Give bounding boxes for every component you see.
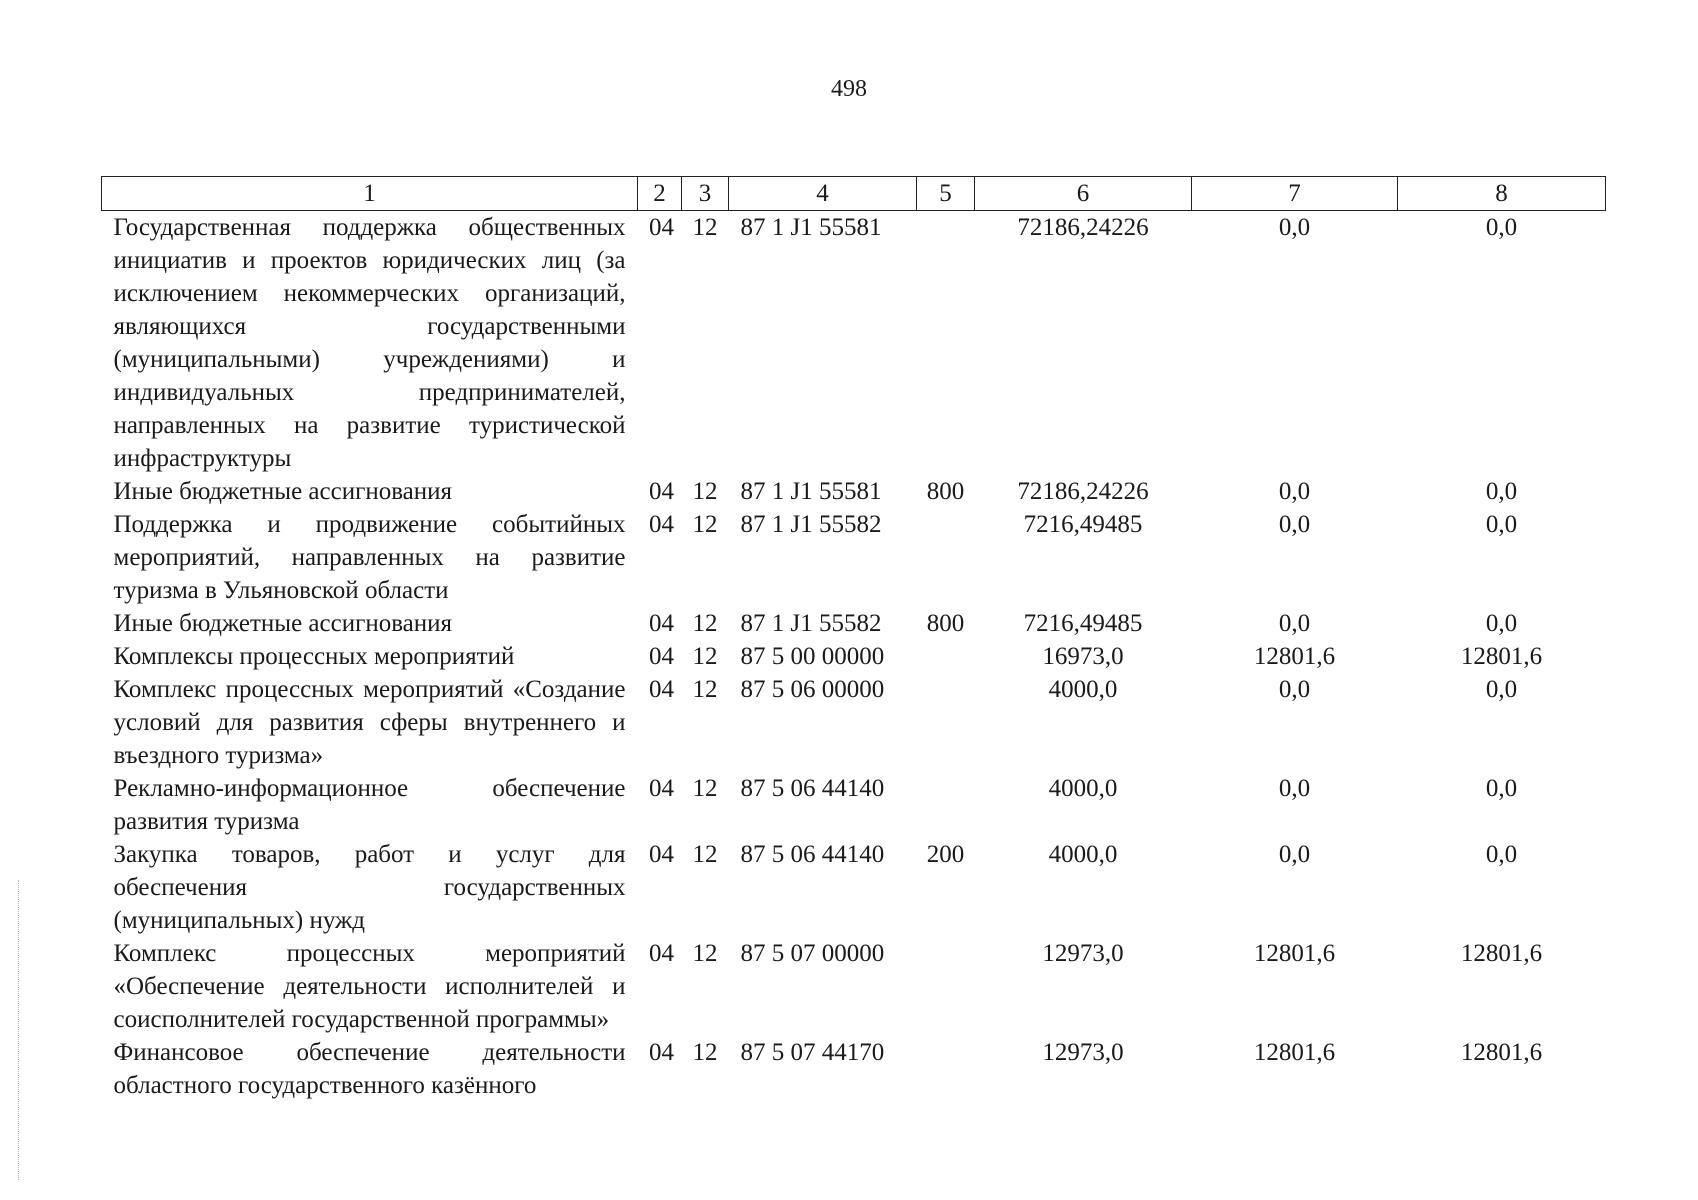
row-subsection: 12: [692, 214, 718, 241]
row-expense-type: [917, 772, 975, 838]
row-amount-col7: 0,0: [1278, 676, 1311, 703]
table-row: [102, 838, 1606, 937]
table-row: [102, 937, 1606, 1036]
row-expense-type: 800: [926, 610, 965, 637]
row-amount-col7: 12801,6: [1253, 940, 1336, 967]
row-amount-col6: 12973,0: [1042, 940, 1124, 967]
row-expense-type: [917, 211, 975, 476]
row-name: Закупка товаров, работ и услуг для обеспечения государственных (муниципальных) нужд: [113, 841, 626, 934]
row-expense-type: [917, 673, 975, 772]
row-name: Рекламно-информационное обеспечение развития туризма: [113, 775, 626, 835]
header-cell-1: 1: [102, 177, 638, 211]
row-amount-col8: 0,0: [1485, 610, 1518, 637]
row-subsection: 12: [692, 775, 718, 802]
row-amount-col8: 0,0: [1485, 511, 1518, 538]
table-row: [102, 1036, 1606, 1102]
row-section: 04: [649, 841, 674, 868]
row-amount-col8: 0,0: [1485, 841, 1518, 868]
row-amount-col8: 0,0: [1485, 214, 1518, 241]
header-cell-3: 3: [682, 177, 729, 211]
row-expense-type: [917, 937, 975, 1036]
row-target-code: 87 1 J1 55581: [740, 478, 882, 505]
row-amount-col7: 0,0: [1278, 775, 1311, 802]
row-subsection: 12: [692, 1039, 718, 1066]
table-row: [102, 673, 1606, 772]
row-expense-type: [917, 640, 975, 673]
row-amount-col8: 12801,6: [1460, 940, 1543, 967]
row-amount-col6: 72186,24226: [1017, 214, 1149, 241]
row-amount-col6: 72186,24226: [1017, 478, 1149, 505]
row-amount-col8: 0,0: [1485, 676, 1518, 703]
row-amount-col6: 16973,0: [1042, 643, 1124, 670]
row-subsection: 12: [692, 478, 718, 505]
row-amount-col7: 0,0: [1278, 610, 1311, 637]
row-section: 04: [649, 676, 674, 703]
row-amount-col8: 12801,6: [1460, 643, 1543, 670]
row-subsection: 12: [692, 676, 718, 703]
row-name: Комплексы процессных мероприятий: [113, 643, 515, 670]
row-amount-col7: 12801,6: [1253, 643, 1336, 670]
page-number: 498: [831, 76, 867, 102]
scan-edge-marks: [18, 880, 33, 1180]
row-target-code: 87 5 00 00000: [740, 643, 885, 670]
row-amount-col6: 4000,0: [1048, 775, 1118, 802]
budget-table: [101, 176, 1606, 1102]
row-section: 04: [649, 610, 674, 637]
row-amount-col7: 0,0: [1278, 511, 1311, 538]
row-subsection: 12: [692, 511, 718, 538]
row-expense-type: [917, 508, 975, 607]
header-cell-4: 4: [729, 177, 917, 211]
row-amount-col6: 12973,0: [1042, 1039, 1124, 1066]
row-section: 04: [649, 478, 674, 505]
row-subsection: 12: [692, 610, 718, 637]
row-name: Иные бюджетные ассигнования: [113, 478, 453, 505]
table-row: [102, 607, 1606, 640]
row-section: 04: [649, 511, 674, 538]
header-cell-5: 5: [917, 177, 975, 211]
row-target-code: 87 5 06 44140: [740, 841, 885, 868]
row-target-code: 87 5 06 44140: [740, 775, 885, 802]
row-amount-col8: 12801,6: [1460, 1039, 1543, 1066]
row-name: Комплекс процессных мероприятий «Обеспечение деятельности исполнителей и соисполнителей государственной программы»: [113, 940, 626, 1033]
row-target-code: 87 1 J1 55581: [740, 214, 882, 241]
row-expense-type: 200: [926, 841, 965, 868]
table-row: [102, 211, 1606, 476]
row-amount-col7: 12801,6: [1253, 1039, 1336, 1066]
row-subsection: 12: [692, 841, 718, 868]
row-name: Поддержка и продвижение событийных мероприятий, направленных на развитие туризма в Ульяновской области: [113, 511, 626, 604]
row-target-code: 87 5 06 00000: [740, 676, 885, 703]
row-target-code: 87 5 07 44170: [740, 1039, 885, 1066]
row-name: Иные бюджетные ассигнования: [113, 610, 453, 637]
row-amount-col8: 0,0: [1485, 775, 1518, 802]
row-amount-col8: 0,0: [1485, 478, 1518, 505]
row-amount-col6: 7216,49485: [1023, 610, 1143, 637]
row-target-code: 87 1 J1 55582: [740, 610, 882, 637]
header-cell-7: 7: [1192, 177, 1398, 211]
row-expense-type: 800: [926, 478, 965, 505]
row-target-code: 87 5 07 00000: [740, 940, 885, 967]
header-cell-8: 8: [1398, 177, 1606, 211]
row-amount-col7: 0,0: [1278, 214, 1311, 241]
row-target-code: 87 1 J1 55582: [740, 511, 882, 538]
table-row: [102, 475, 1606, 508]
row-amount-col6: 4000,0: [1048, 676, 1118, 703]
row-section: 04: [649, 775, 674, 802]
row-name: Финансовое обеспечение деятельности областного государственного казённого: [113, 1039, 626, 1099]
row-amount-col7: 0,0: [1278, 478, 1311, 505]
row-amount-col6: 4000,0: [1048, 841, 1118, 868]
row-amount-col6: 7216,49485: [1023, 511, 1143, 538]
row-section: 04: [649, 940, 674, 967]
row-name: Комплекс процессных мероприятий «Создание условий для развития сферы внутреннего и въездного туризма»: [113, 676, 626, 769]
header-cell-6: 6: [975, 177, 1192, 211]
header-row: [102, 177, 1606, 211]
row-section: 04: [649, 214, 674, 241]
table-row: [102, 640, 1606, 673]
row-amount-col7: 0,0: [1278, 841, 1311, 868]
table-row: [102, 772, 1606, 838]
header-cell-2: 2: [638, 177, 682, 211]
row-section: 04: [649, 643, 674, 670]
row-section: 04: [649, 1039, 674, 1066]
row-subsection: 12: [692, 643, 718, 670]
row-name: Государственная поддержка общественных инициатив и проектов юридических лиц (за исключением некоммерческих организаций, являющихся государственными (муниципальными) учреждениями) и индивидуальных предпринимателей, направленных на развитие туристической инфраструктуры: [113, 214, 626, 472]
row-expense-type: [917, 1036, 975, 1102]
table-row: [102, 508, 1606, 607]
row-subsection: 12: [692, 940, 718, 967]
